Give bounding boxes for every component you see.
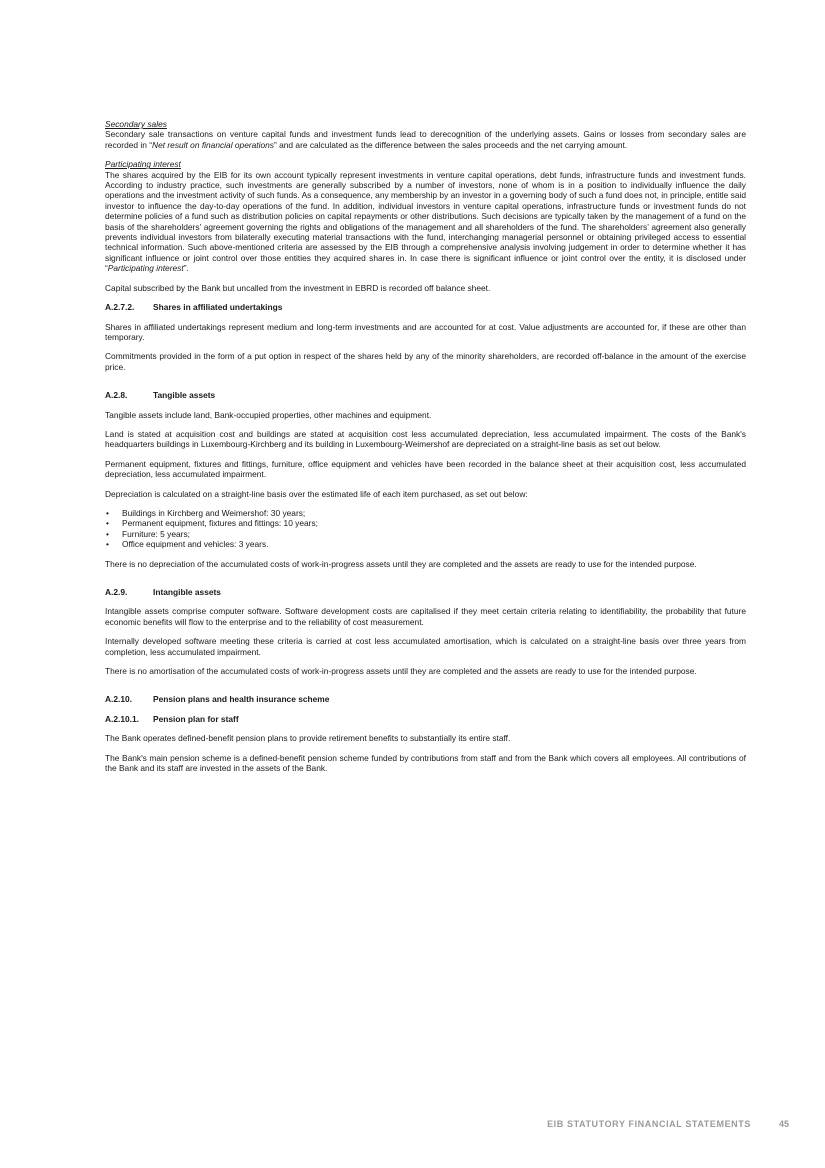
secondary-sales-heading: Secondary sales — [105, 119, 167, 129]
tangible-paragraph-5: There is no depreciation of the accumulated costs of work-in-progress assets until they are completed and the assets are ready to use for the intended purpose. — [105, 558, 697, 569]
list-item: • Furniture: 5 years; — [105, 529, 746, 539]
participating-interest-heading: Participating interest — [105, 159, 181, 170]
list-item: • Permanent equipment, fixtures and fittings: 10 years; — [105, 518, 746, 528]
ebrd-paragraph: Capital subscribed by the Bank but uncalled from the investment in EBRD is recorded off balance sheet. — [105, 282, 491, 293]
affiliated-paragraph-1: Shares in affiliated undertakings represent medium and long-term investments and are accounted for at cost. Value adjustments are accounted for, if these are other than temporary. — [105, 321, 746, 342]
section-heading-a2-9: A.2.9. Intangible assets — [105, 587, 221, 597]
section-heading-a2-10-1: A.2.10.1. Pension plan for staff — [105, 713, 239, 724]
page-number: 45 — [778, 1119, 789, 1129]
participating-interest-paragraph: The shares acquired by the EIB for its own account typically represent investments in venture capital operations, debt funds, infrastructure funds and investment funds. According to industry practice, such investments are generally subscribed by a number of investors, none of whom is in a position to individually influence the daily operations and the investment activity of such funds. As a consequence, any membership by an investor in a governing body of such a fund does not, in principle, entitle said investor to influence the day-to-day operations of the fund. In addition, individual investors in venture capital operations, infrastructure funds or investment funds do not determine policies of a fund such as distribution policies on capital repayments or other distributions. Such decisions are typically taken by the management of a fund on the basis of the shareholders’ agreement governing the rights and obligations of the management and all shareholders of the fund. The shareholders’ agreement also generally prevents individual investors from bilaterally executing material transactions with the fund, interchanging managerial personnel or obtaining privileged access to essential technical information. Such above-mentioned criteria are assessed by the EIB through a comprehensive analysis involving judgement in order to determine whether it has significant influence or joint control over those entities they acquired shares in. In case there is significant influence or joint control over the entity, it is disclosed under “Participating interest”. — [105, 169, 746, 274]
pension-paragraph-1: The Bank operates defined-benefit pension plans to provide retirement benefits to substantially its entire staff. — [105, 733, 511, 744]
intangible-paragraph-1: Intangible assets comprise computer software. Software development costs are capitalised if they meet certain criteria relating to identifiability, the probability that future economic benefits will flow to the enterprise and to the reliability of cost measurement. — [105, 606, 746, 627]
tangible-paragraph-4: Depreciation is calculated on a straight-line basis over the estimated life of each item purchased, as set out below: — [105, 488, 528, 499]
section-heading-a2-8: A.2.8. Tangible assets — [105, 390, 216, 401]
page-footer — [547, 1119, 789, 1129]
section-heading-a2-7-2: A.2.7.2. Shares in affiliated undertakings — [105, 302, 283, 313]
intangible-paragraph-3: There is no amortisation of the accumulated costs of work-in-progress assets until they are completed and the assets are ready to use for the intended purpose. — [105, 666, 697, 677]
tangible-paragraph-3: Permanent equipment, fixtures and fittings, furniture, office equipment and vehicles have been recorded in the balance sheet at their acquisition cost, less accumulated depreciation, less accumulated impairment. — [105, 458, 746, 480]
list-item: • Buildings in Kirchberg and Weimershof: 30 years; — [105, 508, 746, 518]
intangible-paragraph-2: Internally developed software meeting these criteria is carried at cost less accumulated amortisation, which is calculated on a straight-line basis over three years from completion, less accumulated impairment. — [105, 636, 746, 657]
affiliated-paragraph-2: Commitments provided in the form of a put option in respect of the shares held by any of the minority shareholders, are recorded off-balance in the amount of the exercise price. — [105, 351, 746, 372]
depreciation-list — [105, 508, 746, 550]
footer-title: EIB STATUTORY FINANCIAL STATEMENTS — [547, 1119, 751, 1129]
list-item: • Office equipment and vehicles: 3 years. — [105, 539, 746, 549]
pension-paragraph-2: The Bank's main pension scheme is a defined-benefit pension scheme funded by contributions from staff and from the Bank which covers all employees. All contributions of the Bank and its staff are invested in the assets of the Bank. — [105, 752, 746, 774]
section-heading-a2-10: A.2.10. Pension plans and health insurance scheme — [105, 694, 330, 705]
tangible-paragraph-1: Tangible assets include land, Bank-occupied properties, other machines and equipment. — [105, 409, 432, 420]
document-body — [105, 119, 746, 773]
secondary-sales-paragraph: Secondary sale transactions on venture capital funds and investment funds lead to derecognition of the underlying assets. Gains or losses from secondary sales are recorded in “Net result on financial operations” and are calculated as the difference between the sales proceeds and the net carrying amount. — [105, 129, 746, 150]
tangible-paragraph-2: Land is stated at acquisition cost and buildings are stated at acquisition cost less accumulated depreciation, less accumulated impairment. The costs of the Bank's headquarters buildings in Luxembourg-Kirchberg and its building in Luxembourg-Weimershof are depreciated on a straight-line basis as set out below. — [105, 428, 746, 450]
